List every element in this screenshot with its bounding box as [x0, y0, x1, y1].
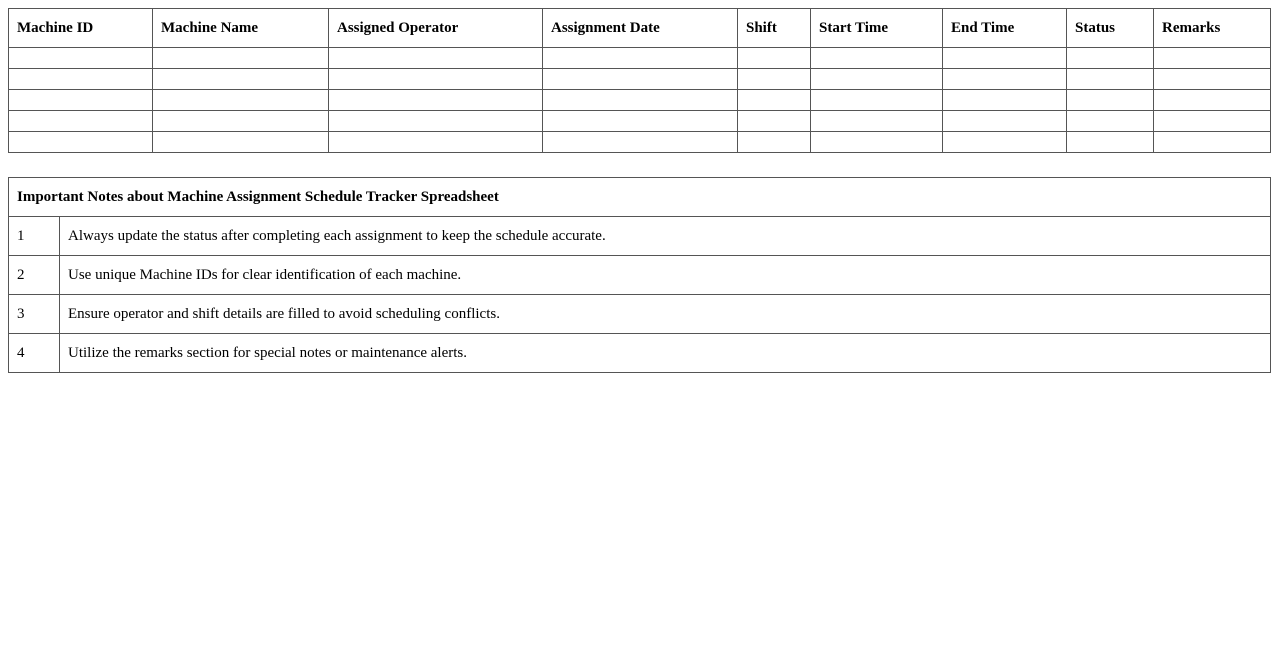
column-header-assignment-date: Assignment Date	[543, 9, 738, 48]
table-cell[interactable]	[329, 111, 543, 132]
table-cell[interactable]	[543, 69, 738, 90]
column-header-end-time: End Time	[943, 9, 1067, 48]
table-cell[interactable]	[1067, 48, 1154, 69]
table-cell[interactable]	[1067, 69, 1154, 90]
table-cell[interactable]	[1154, 69, 1271, 90]
table-row	[9, 69, 1271, 90]
table-cell[interactable]	[329, 132, 543, 153]
table-cell[interactable]	[1067, 90, 1154, 111]
column-header-machine-id: Machine ID	[9, 9, 153, 48]
note-number: 1	[9, 217, 60, 256]
table-row	[9, 90, 1271, 111]
table-cell[interactable]	[811, 48, 943, 69]
table-cell[interactable]	[329, 69, 543, 90]
header-row	[9, 9, 1271, 48]
table-cell[interactable]	[738, 69, 811, 90]
table-cell[interactable]	[1067, 132, 1154, 153]
column-header-machine-name: Machine Name	[153, 9, 329, 48]
table-cell[interactable]	[738, 132, 811, 153]
table-cell[interactable]	[9, 132, 153, 153]
table-cell[interactable]	[738, 90, 811, 111]
table-row	[9, 132, 1271, 153]
table-cell[interactable]	[153, 69, 329, 90]
table-cell[interactable]	[1154, 90, 1271, 111]
table-cell[interactable]	[738, 48, 811, 69]
table-cell[interactable]	[329, 90, 543, 111]
note-row	[9, 217, 1271, 256]
schedule-table	[8, 8, 1271, 153]
note-row	[9, 334, 1271, 373]
column-header-start-time: Start Time	[811, 9, 943, 48]
notes-title: Important Notes about Machine Assignment Schedule Tracker Spreadsheet	[9, 178, 1271, 217]
table-cell[interactable]	[811, 90, 943, 111]
note-number: 3	[9, 295, 60, 334]
table-cell[interactable]	[1154, 48, 1271, 69]
table-cell[interactable]	[543, 111, 738, 132]
notes-header-row	[9, 178, 1271, 217]
table-cell[interactable]	[943, 69, 1067, 90]
table-cell[interactable]	[9, 111, 153, 132]
table-cell[interactable]	[811, 69, 943, 90]
table-cell[interactable]	[9, 48, 153, 69]
table-cell[interactable]	[153, 48, 329, 69]
table-cell[interactable]	[9, 69, 153, 90]
note-text: Ensure operator and shift details are filled to avoid scheduling conflicts.	[60, 295, 1271, 334]
table-cell[interactable]	[543, 90, 738, 111]
table-cell[interactable]	[811, 111, 943, 132]
column-header-remarks: Remarks	[1154, 9, 1271, 48]
table-cell[interactable]	[9, 90, 153, 111]
table-cell[interactable]	[543, 48, 738, 69]
table-cell[interactable]	[943, 90, 1067, 111]
table-row	[9, 48, 1271, 69]
note-row	[9, 295, 1271, 334]
table-cell[interactable]	[543, 132, 738, 153]
table-cell[interactable]	[943, 132, 1067, 153]
table-cell[interactable]	[1067, 111, 1154, 132]
note-row	[9, 256, 1271, 295]
column-header-shift: Shift	[738, 9, 811, 48]
note-text: Utilize the remarks section for special notes or maintenance alerts.	[60, 334, 1271, 373]
table-cell[interactable]	[153, 132, 329, 153]
table-cell[interactable]	[153, 90, 329, 111]
table-cell[interactable]	[1154, 111, 1271, 132]
note-text: Always update the status after completing each assignment to keep the schedule accurate.	[60, 217, 1271, 256]
table-cell[interactable]	[811, 132, 943, 153]
table-cell[interactable]	[738, 111, 811, 132]
column-header-assigned-operator: Assigned Operator	[329, 9, 543, 48]
table-cell[interactable]	[1154, 132, 1271, 153]
table-cell[interactable]	[943, 111, 1067, 132]
table-cell[interactable]	[329, 48, 543, 69]
note-number: 2	[9, 256, 60, 295]
note-number: 4	[9, 334, 60, 373]
table-cell[interactable]	[943, 48, 1067, 69]
table-cell[interactable]	[153, 111, 329, 132]
notes-table	[8, 177, 1271, 373]
column-header-status: Status	[1067, 9, 1154, 48]
note-text: Use unique Machine IDs for clear identification of each machine.	[60, 256, 1271, 295]
table-row	[9, 111, 1271, 132]
